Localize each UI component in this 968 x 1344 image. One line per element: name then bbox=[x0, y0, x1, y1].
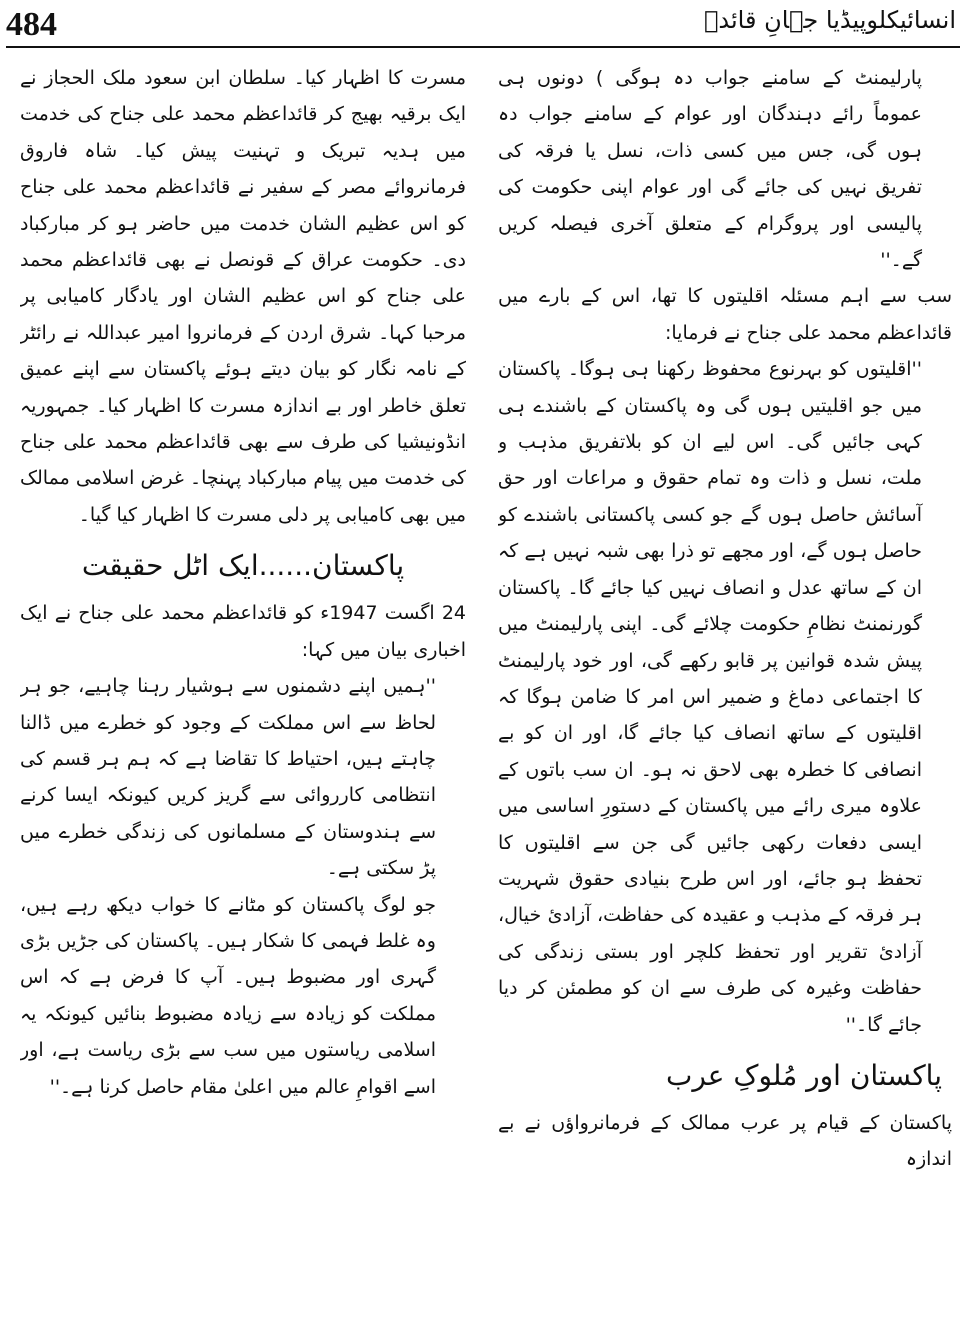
section-heading: پاکستان اور مُلوکِ عرب bbox=[665, 1058, 942, 1092]
body-paragraph: 24 اگست 1947ء کو قائداعظم محمد علی جناح نے ایک اخباری بیان میں کہا: bbox=[20, 602, 466, 661]
quote-paragraph: جو لوگ پاکستان کو مٹانے کا خواب دیکھ رہے ہیں، وہ غلط فہمی کا شکار ہیں۔ پاکستان کی جڑیں بڑی گہری اور مضبوط ہیں۔ آپ کا فرض ہے کہ اس مملکت کو زیادہ سے زیادہ مضبوط بنائیں کیونکہ یہ اسلامی ریاستوں میں سب سے بڑی ریاست ہے، اور اسے اقوامِ عالم میں اعلیٰ مقام حاصل کرنا ہے۔'' bbox=[20, 893, 436, 1098]
section-heading: پاکستان......ایک اٹل حقیقت bbox=[81, 549, 405, 583]
right-column bbox=[498, 60, 952, 1178]
quote-paragraph: پارلیمنٹ کے سامنے جواب دہ ہوگی ) دونوں ہی عموماً رائے دہندگان اور عوام کے سامنے جواب دہ ہوں گی، جس میں کسی ذات، نسل یا فرقہ کی تفریق نہیں کی جائے گی اور عوام اپنی حکومت کی پالیسی اور پروگرام کے متعلق آخری فیصلہ کریں گے۔'' bbox=[498, 67, 922, 272]
left-column bbox=[20, 60, 466, 1105]
quote-paragraph: ''اقلیتوں کو بہرنوع محفوظ رکھنا ہی ہوگا۔ پاکستان میں جو اقلیتیں ہوں گی وہ پاکستان کے باشندے ہی کہی جائیں گی۔ اس لیے ان کو بلاتفریق مذہب و ملت، نسل و ذات وہ تمام حقوق و مراعات اور حق آسائش حاصل ہوں گے جو کسی پاکستانی باشندے کو حاصل ہوں گے، اور مجھے تو ذرا بھی شبہ نہیں ہے کہ ان کے ساتھ عدل و انصاف نہیں کیا جائے گا۔ پاکستان گورنمنٹ نظامِ حکومت چلائے گی۔ اپنی پارلیمنٹ میں پیش شدہ قوانین پر قابو رکھے گی، اور خود پارلیمنٹ کا اجتماعی دماغ و ضمیر اس امر کا ضامن ہوگا کہ اقلیتوں کے ساتھ انصاف کیا جائے گا، اور ان کو بے انصافی کا خطرہ بھی لاحق نہ ہو۔ ان سب باتوں کے علاوہ میری رائے میں پاکستان کے دستورِ اساسی میں ایسی دفعات رکھی جائیں گی جن سے اقلیتوں کا تحفظ ہو جائے، اور اس طرح بنیادی حقوق شہریت ہر فرقہ کے مذہب و عقیدہ کی حفاظت، آزادیٔ خیال، آزادیٔ تقریر اور تحفظ کلچر اور بستی زندگی کی حفاظت وغیرہ کی طرف سے ان کو مطمئن کر دیا جائے گا۔'' bbox=[498, 358, 922, 1036]
header-rule bbox=[6, 46, 960, 48]
body-paragraph: پاکستان کے قیام پر عرب ممالک کے فرمانرواؤں نے بے اندازہ bbox=[498, 1111, 952, 1171]
body-paragraph: مسرت کا اظہار کیا۔ سلطان ابن سعود ملک الحجاز نے ایک برقیہ بھیج کر قائداعظم محمد علی جناح کی خدمت میں ہدیہ تبریک و تہنیت پیش کیا۔ شاہ فاروق فرمانروائے مصر کے سفیر نے قائداعظم محمد علی جناح کو اس عظیم الشان خدمت میں حاضر ہو کر مبارکباد دی۔ حکومت عراق کے قونصل نے بھی قائداعظم محمد علی جناح کو اس عظیم الشان اور یادگار کامیابی پر مرحبا کہا۔ شرق اردن کے فرمانروا امیر عبداللہ نے رائٹر کے نامہ نگار کو بیان دیتے ہوئے پاکستان سے اپنے عمیق تعلق خاطر اور بے اندازہ مسرت کا اظہار کیا۔ جمہوریہ انڈونیشیا کی طرف سے بھی قائداعظم محمد علی جناح کی خدمت میں پیام مبارکباد پہنچا۔ غرض اسلامی ممالک میں بھی کامیابی پر دلی مسرت کا اظہار کیا گیا۔ bbox=[20, 67, 466, 526]
quote-paragraph: ''ہمیں اپنے دشمنوں سے ہوشیار رہنا چاہیے، جو ہر لحاظ سے اس مملکت کے وجود کو خطرے میں ڈالنا چاہتے ہیں، احتیاط کا تقاضا ہے کہ ہم ہر قسم کی انتظامی کارروائی سے گریز کریں کیونکہ ایسا کرنے سے ہندوستان کے مسلمانوں کی زندگی خطرے میں پڑ سکتی ہے۔ bbox=[20, 675, 436, 880]
page-header bbox=[0, 0, 968, 52]
body-paragraph: سب سے اہم مسئلہ اقلیتوں کا تھا، اس کے بارے میں قائداعظم محمد علی جناح نے فرمایا: bbox=[498, 285, 952, 344]
page-number: 484 bbox=[6, 6, 57, 43]
running-title: انسائیکلوپیڈیا جہانِ قائدؒ bbox=[704, 6, 956, 34]
